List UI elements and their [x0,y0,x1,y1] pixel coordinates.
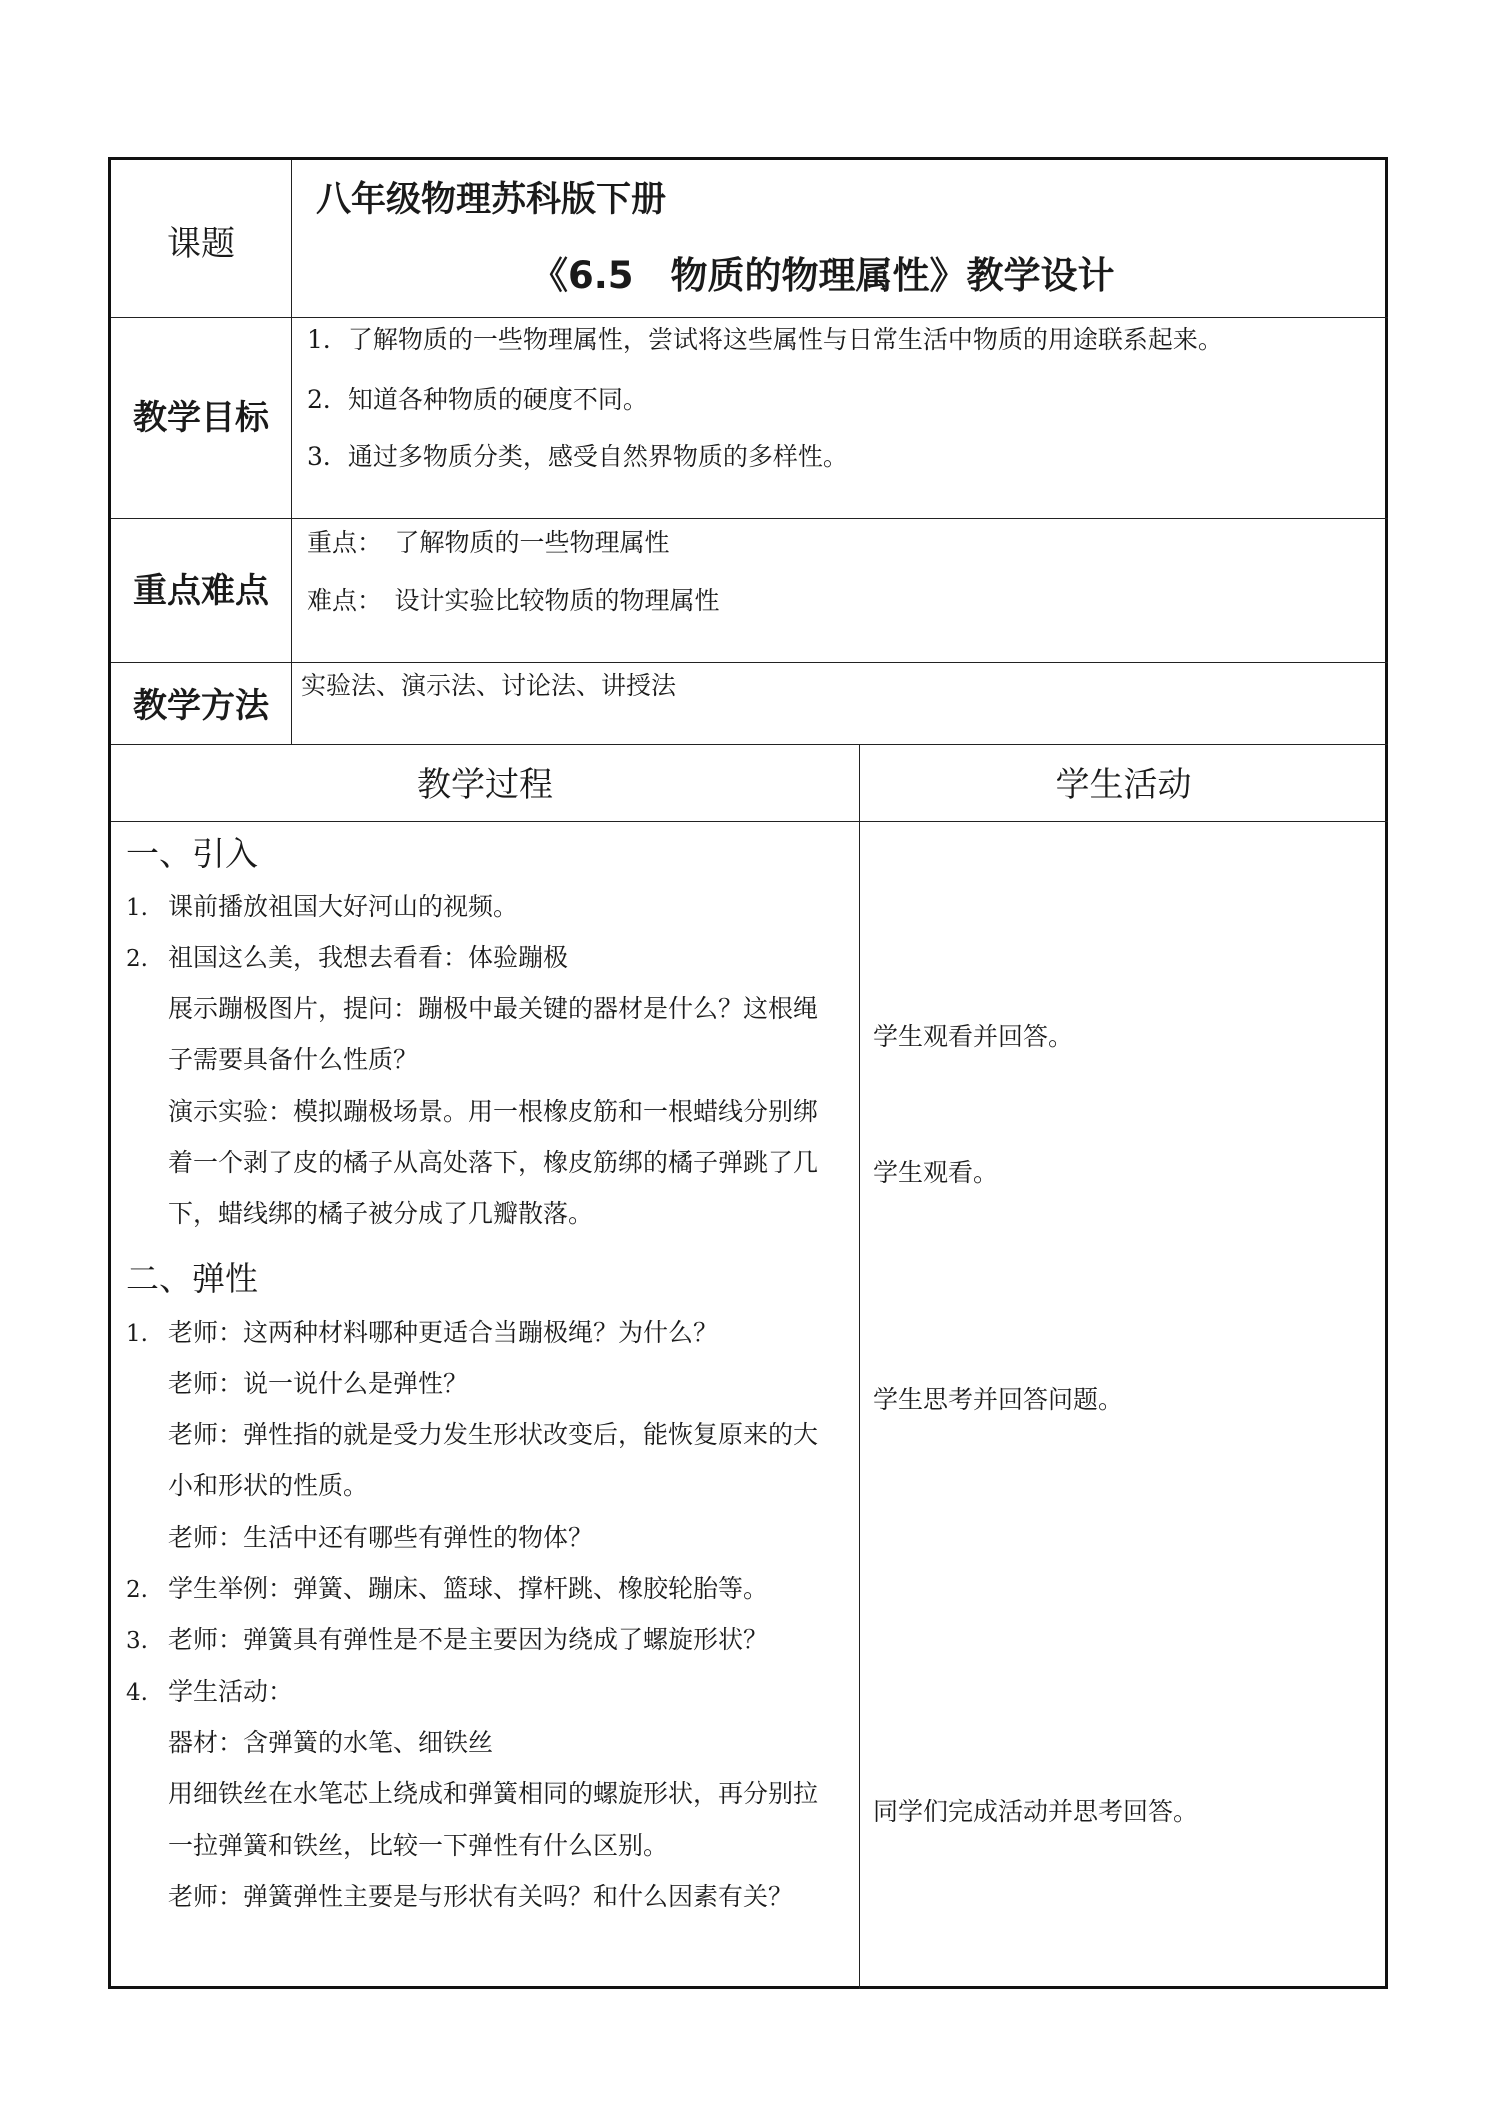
list-number: 1. [126,895,148,921]
activity-column-divider [859,744,860,1989]
list-number: 2. [126,946,148,972]
process-line: 子需要具备什么性质？ [168,1045,419,1074]
section-heading: 一、引入 [126,834,258,873]
row-divider [111,662,1388,663]
process-line: 演示实验：模拟蹦极场景。用一根橡皮筋和一根蜡线分别绑 [168,1097,819,1126]
objective-item: 2．知道各种物质的硬度不同。 [307,385,648,414]
list-number: 3. [126,1628,148,1654]
methods-label: 教学方法 [133,686,269,726]
student-activity: 学生思考并回答问题。 [873,1385,1124,1414]
row-divider [111,317,1388,318]
objective-item: 3．通过多物质分类，感受自然界物质的多样性。 [307,442,848,471]
process-line: 下，蜡线绑的橘子被分成了几瓣散落。 [168,1199,594,1228]
student-activity: 学生观看并回答。 [873,1022,1074,1051]
process-line: 祖国这么美，我想去看看：体验蹦极 [168,943,569,972]
list-number: 1. [126,1321,148,1347]
activity-column-header: 学生活动 [1055,765,1192,805]
process-line: 老师：弹簧具有弹性是不是主要因为绕成了螺旋形状？ [168,1625,769,1654]
objectives-label: 教学目标 [133,398,269,438]
student-activity: 同学们完成活动并思考回答。 [873,1797,1199,1826]
process-line: 器材：含弹簧的水笔、细铁丝 [168,1728,494,1757]
process-line: 展示蹦极图片，提问：蹦极中最关键的器材是什么？这根绳 [168,994,819,1023]
row-divider [111,744,1388,745]
topic-label: 课题 [167,224,235,264]
process-line: 老师：弹性指的就是受力发生形状改变后，能恢复原来的大 [168,1420,819,1449]
methods-text: 实验法、演示法、讨论法、讲授法 [301,671,677,700]
section-heading: 二、弹性 [126,1259,258,1298]
lesson-plan-table [108,157,1388,1989]
process-line: 小和形状的性质。 [168,1471,369,1500]
process-line: 老师：这两种材料哪种更适合当蹦极绳？为什么？ [168,1318,719,1347]
process-line: 学生活动： [168,1677,294,1706]
key-point: 重点： 了解物质的一些物理属性 [307,528,670,557]
student-activity: 学生观看。 [873,1158,999,1187]
key-points-label: 重点难点 [133,571,269,611]
difficulty-point: 难点： 设计实验比较物质的物理属性 [307,586,720,615]
process-line: 学生举例：弹簧、蹦床、篮球、撑杆跳、橡胶轮胎等。 [168,1574,769,1603]
list-number: 2. [126,1577,148,1603]
objective-item: 1．了解物质的一些物理属性，尝试将这些属性与日常生活中物质的用途联系起来。 [307,325,1223,354]
process-line: 着一个剥了皮的橘子从高处落下，橡皮筋绑的橘子弹跳了几 [168,1148,819,1177]
process-line: 一拉弹簧和铁丝，比较一下弹性有什么区别。 [168,1831,669,1860]
document-title-line2: 《6.5 物质的物理属性》教学设计 [531,254,1115,297]
label-column-divider [291,160,292,744]
row-divider [111,821,1388,822]
process-column-header: 教学过程 [417,765,553,805]
process-line: 老师：说一说什么是弹性？ [168,1369,469,1398]
process-line: 用细铁丝在水笔芯上绕成和弹簧相同的螺旋形状，再分别拉 [168,1779,819,1808]
list-number: 4. [126,1680,148,1706]
process-line: 课前播放祖国大好河山的视频。 [168,892,519,921]
document-title-line1: 八年级物理苏科版下册 [316,180,667,220]
process-line: 老师：弹簧弹性主要是与形状有关吗？和什么因素有关？ [168,1882,794,1911]
process-line: 老师：生活中还有哪些有弹性的物体？ [168,1523,594,1552]
row-divider [111,518,1388,519]
